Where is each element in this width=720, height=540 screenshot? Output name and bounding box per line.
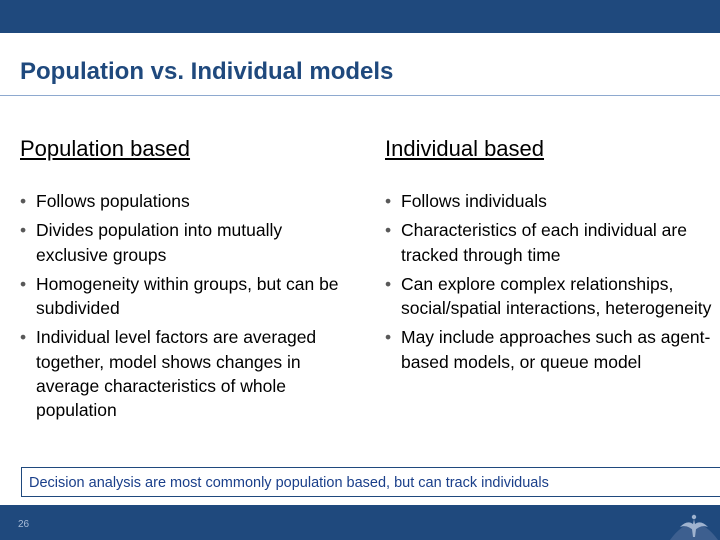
summary-callout-box — [21, 467, 720, 497]
bullet-icon: • — [385, 191, 392, 211]
bullet-icon: • — [20, 191, 27, 211]
footer-bar — [0, 505, 720, 540]
slide-title: Population vs. Individual models — [20, 58, 394, 85]
individual-bullet-list — [385, 189, 715, 374]
page-number: 26 — [18, 519, 30, 530]
bullet-icon: • — [20, 273, 27, 294]
bullet-icon: • — [385, 327, 392, 348]
population-bullet-list — [20, 189, 350, 423]
population-heading: Population based — [20, 136, 191, 161]
list-item: • Individual level factors are averaged together, model shows changes in average characteristics of whole population — [20, 327, 317, 421]
title-divider — [0, 95, 720, 96]
bullet-icon: • — [385, 220, 392, 241]
list-item: • Follows individuals — [385, 189, 715, 213]
individual-column — [385, 136, 715, 379]
individual-heading: Individual based — [385, 136, 545, 161]
top-banner — [0, 0, 720, 33]
population-column — [20, 136, 350, 428]
bullet-icon: • — [20, 327, 27, 348]
list-item: • Characteristics of each individual are tracked through time — [385, 220, 687, 265]
emblem-logo-icon — [668, 505, 720, 540]
bullet-icon: • — [385, 273, 392, 294]
summary-callout-text: Decision analysis are most commonly population based, but can track individuals — [29, 475, 549, 491]
list-item: • Follows populations — [20, 189, 350, 213]
list-item: • May include approaches such as agent-based models, or queue model — [385, 327, 711, 372]
bullet-icon: • — [20, 220, 27, 241]
list-item: • Can explore complex relationships, social/spatial interactions, heterogeneity — [385, 273, 712, 319]
list-item: • Divides population into mutually exclusive groups — [20, 220, 283, 265]
list-item: • Homogeneity within groups, but can be subdivided — [20, 273, 339, 319]
